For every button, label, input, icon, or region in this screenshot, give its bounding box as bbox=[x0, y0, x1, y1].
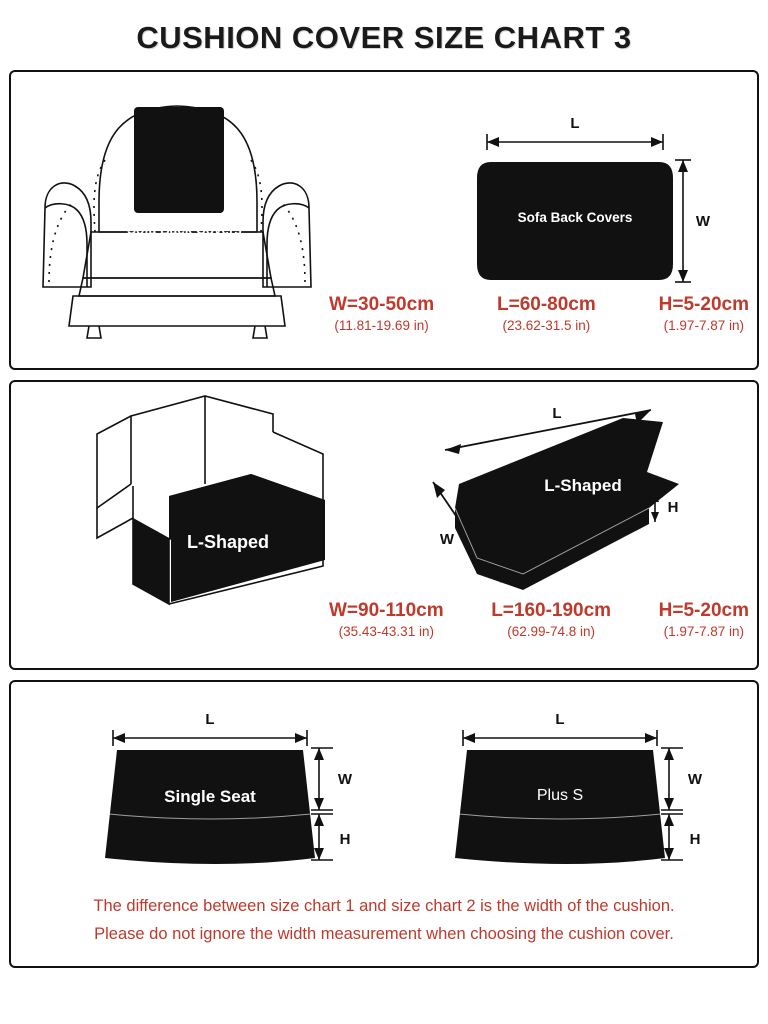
l-shaped-cover-label: L-Shaped bbox=[544, 476, 622, 495]
letter-L: L bbox=[570, 115, 580, 132]
dim-height: H=5-20cm (1.97-7.87 in) bbox=[658, 294, 749, 333]
dim-length: L=60-80cm (23.62-31.5 in) bbox=[497, 294, 596, 333]
armchair-illustration bbox=[27, 82, 327, 347]
letter-L: L bbox=[205, 711, 215, 728]
dim-width: W=30-50cm (11.81-19.69 in) bbox=[329, 294, 435, 333]
note-line-1: The difference between size chart 1 and size chart 2 is the width of the cushion. bbox=[93, 897, 675, 915]
single-seat-label: Single Seat bbox=[164, 787, 256, 806]
plus-s-label: Plus S bbox=[536, 787, 584, 804]
dim-length: L=160-190cm (62.99-74.8 in) bbox=[491, 600, 612, 639]
armchair-cushion-label: Sofa Back Covers bbox=[127, 222, 242, 237]
letter-W: W bbox=[439, 531, 455, 548]
letter-W: W bbox=[337, 771, 353, 788]
l-shaped-cover-diagram bbox=[411, 388, 751, 613]
sectional-sofa-illustration bbox=[73, 388, 363, 628]
letter-H: H bbox=[339, 831, 351, 848]
letter-W: W bbox=[695, 213, 711, 230]
plus-s-diagram bbox=[421, 702, 721, 882]
note-line-2: Please do not ignore the width measurement when choosing the cushion cover. bbox=[94, 925, 674, 943]
cushion-label: Sofa Back Covers bbox=[517, 210, 633, 225]
single-seat-diagram bbox=[71, 702, 371, 882]
dim-width: W=90-110cm (35.43-43.31 in) bbox=[329, 600, 444, 639]
panel-seat-covers bbox=[9, 680, 759, 968]
letter-H: H bbox=[689, 831, 701, 848]
letter-L: L bbox=[552, 405, 562, 422]
letter-L: L bbox=[555, 711, 565, 728]
sofa-back-cover-diagram bbox=[411, 102, 731, 317]
letter-W: W bbox=[687, 771, 703, 788]
dims-row-1 bbox=[329, 294, 749, 333]
letter-H: H bbox=[667, 499, 679, 516]
panel-l-shaped bbox=[9, 380, 759, 670]
page-title: CUSHION COVER SIZE CHART 3 bbox=[136, 20, 632, 55]
dim-height: H=5-20cm (1.97-7.87 in) bbox=[658, 600, 749, 639]
dims-row-2 bbox=[329, 600, 749, 639]
sectional-cover-label: L-Shaped bbox=[186, 532, 269, 552]
panel-sofa-back-covers bbox=[9, 70, 759, 370]
